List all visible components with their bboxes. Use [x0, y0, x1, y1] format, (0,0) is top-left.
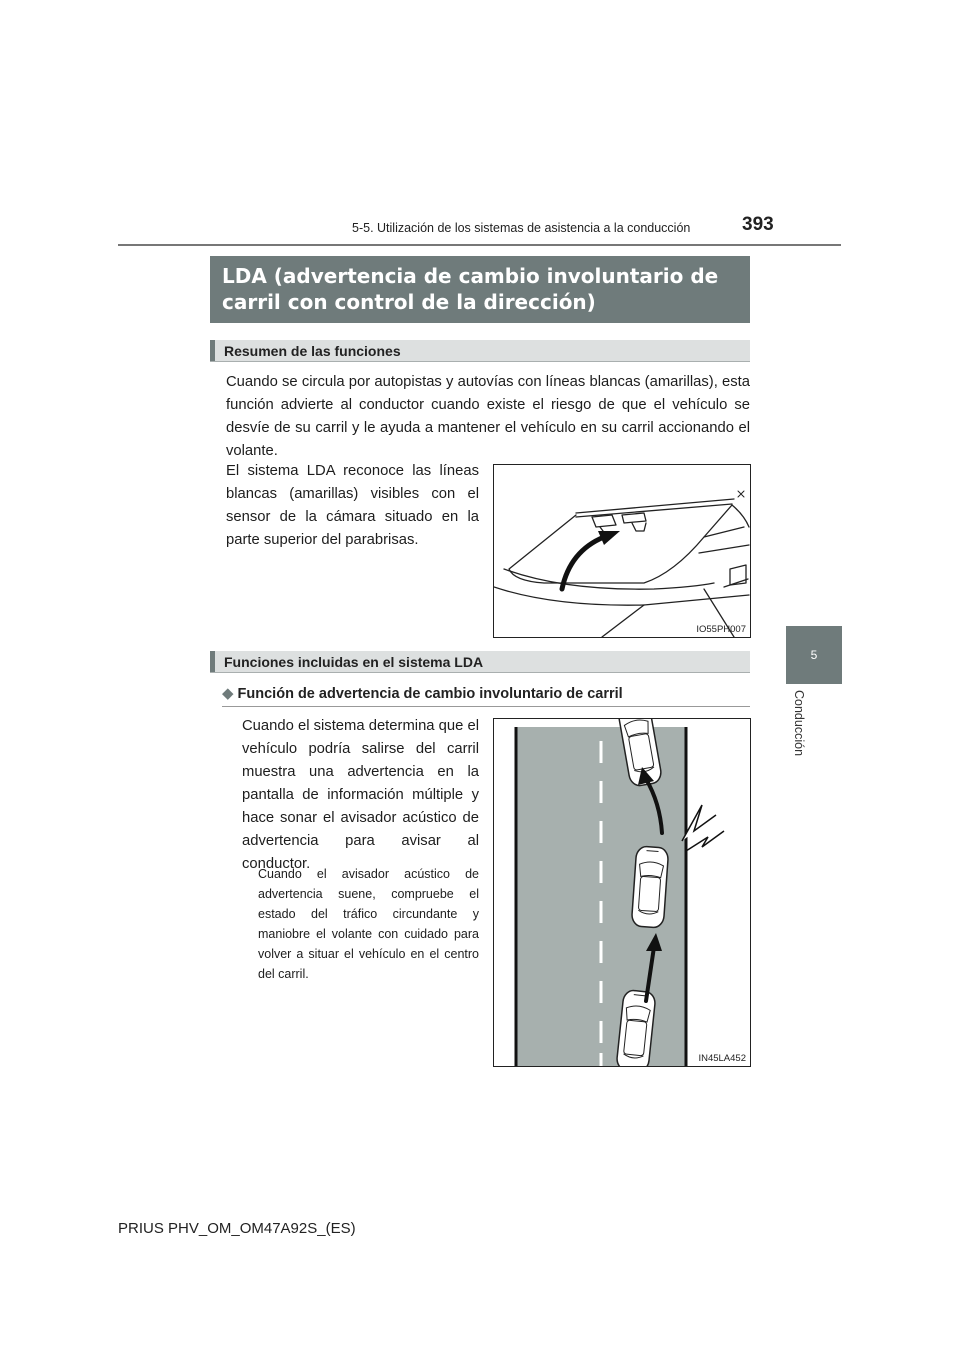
chapter-label: Conducción	[792, 690, 806, 757]
lane-departure-illustration	[494, 719, 750, 1066]
summary-paragraph: Cuando se circula por autopistas y autovías con líneas blancas (amarillas), esta función advierte al conductor cuando existe el riesgo de que el vehículo se desvíe de su carril y le ayuda a mantener el vehículo en su carril accionando el volante.	[226, 374, 750, 459]
camera-paragraph: El sistema LDA reconoce las líneas blancas (amarillas) visibles con el sensor de la cámara situado en la parte superior del parabrisas.	[226, 463, 479, 548]
subheading-lane-departure-warning	[222, 684, 623, 702]
section-heading-included-functions	[210, 651, 750, 673]
header-rule	[118, 244, 841, 246]
page-title	[210, 256, 750, 323]
windshield-camera-illustration	[494, 465, 750, 637]
running-header-section-title: 5-5. Utilización de los sistemas de asistencia a la conducción	[352, 221, 691, 235]
page-number: 393	[742, 214, 774, 235]
windshield-camera-figure	[493, 464, 751, 638]
figure-code-windshield: IO55PH007	[696, 624, 746, 635]
figure-code-road: IN45LA452	[698, 1053, 746, 1064]
footer-document-id: PRIUS PHV_OM_OM47A92S_(ES)	[118, 1220, 356, 1237]
warning-paragraph: Cuando el sistema determina que el vehículo podría salirse del carril muestra una advertencia en la pantalla de información múltiple y hace sonar el avisador acústico de advertencia para avisar al conductor.	[242, 718, 479, 872]
subheading-rule	[222, 706, 750, 707]
page-title-line-1: LDA (advertencia de cambio involuntario de	[222, 264, 719, 288]
chapter-tab: 5	[786, 626, 842, 684]
page-title-line-2: carril con control de la dirección)	[222, 290, 596, 314]
section-heading-summary-text: Resumen de las funciones	[224, 343, 401, 359]
section-heading-included-functions-text: Funciones incluidas en el sistema LDA	[224, 654, 484, 670]
section-heading-summary	[210, 340, 750, 362]
diamond-bullet-icon: ◆	[222, 685, 234, 702]
warning-note: Cuando el avisador acústico de advertencia suene, compruebe el estado del tráfico circundante y maniobre el volante con cuidado para volver a situar el vehículo en el centro del carril.	[258, 867, 479, 981]
subheading-text: Función de advertencia de cambio involuntario de carril	[237, 686, 623, 702]
lane-departure-figure	[493, 718, 751, 1067]
car-middle	[631, 846, 669, 928]
